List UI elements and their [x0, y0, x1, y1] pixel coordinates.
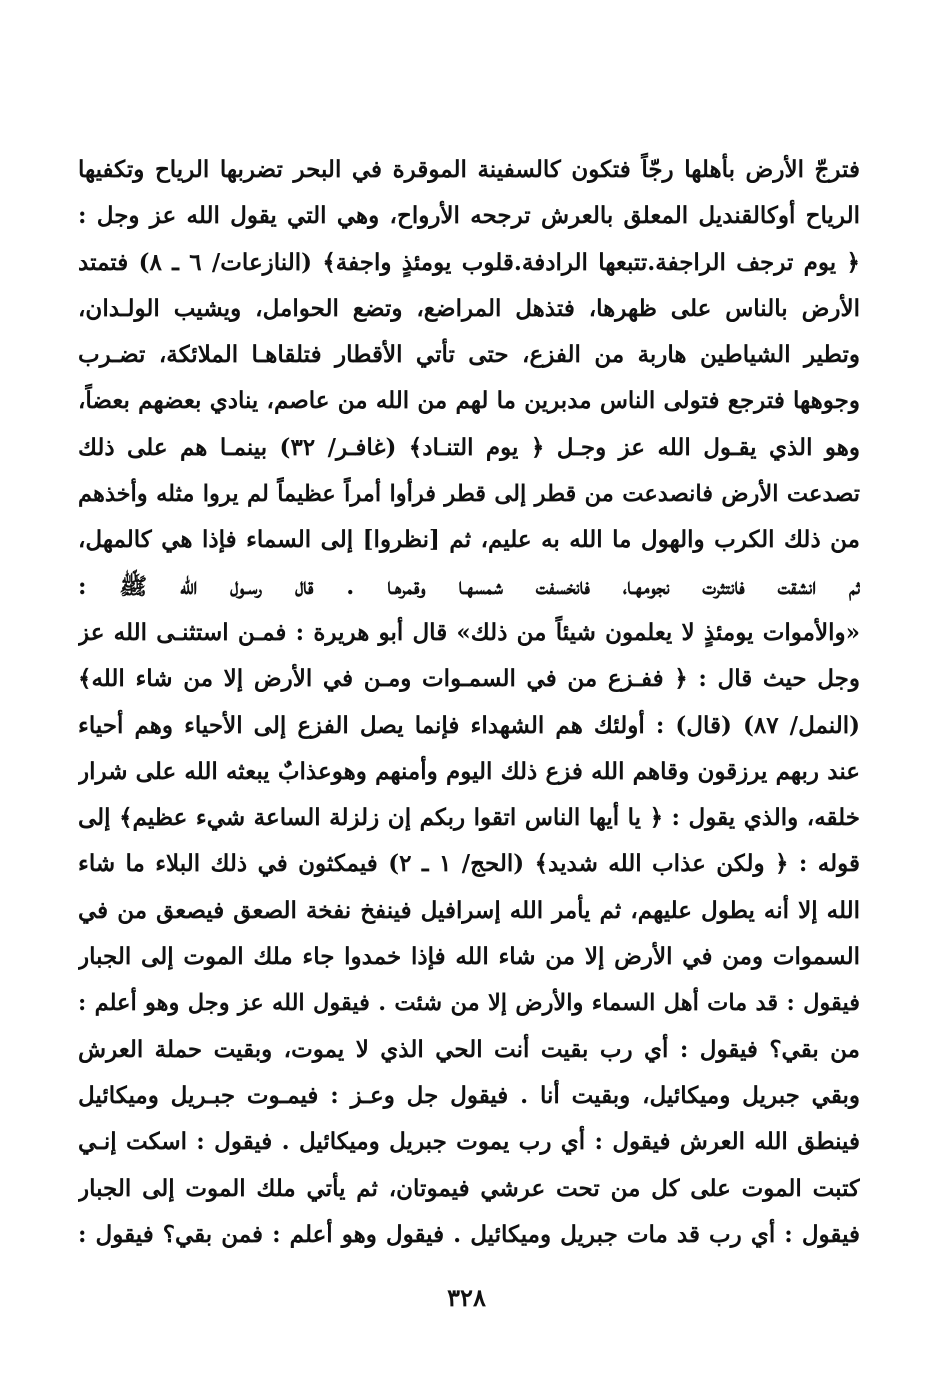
text-line-3: ﴿ يوم ترجف الراجفة.تتبعها الرادفة.قلوب يومئذٍ واجفة﴾ (النازعات/ ٦ ـ ٨) فتمتد: [78, 248, 860, 276]
text-line-16: قوله : ﴿ ولكن عذاب الله شديد﴾ (الحج/ ١ ـ ٢) فيمكثون في ذلك البلاء ما شاء: [78, 850, 860, 878]
text-line-8: تصدعت الأرض فانصدعت من قطر إلى قطر فرأوا أمراً عظيماً لم يروا مثله وأخذهم: [78, 481, 860, 508]
text-line-13: (النمل/ ٨٧) (قال) : أولئك هم الشهداء فإنما يصل الفزع إلى الأحياء وهم أحياء: [78, 711, 860, 739]
text-line-11: «والأموات يومئذٍ لا يعلمون شيئاً من ذلك» قال أبو هريرة : فمـن استثنـى الله عز: [78, 618, 860, 646]
text-line-14: عند ربهم يرزقون وقاهم الله فزع ذلك اليوم وأمنهم وهوعذابٌ يبعثه الله على شرار: [78, 757, 860, 785]
body-text: [78, 147, 860, 1258]
text-line-20: من بقي؟ فيقول : أي رب بقيت أنت الحي الذي لا يموت، وبقيت حملة العرش: [78, 1035, 860, 1063]
text-line-24: فيقول : أي رب قد مات جبريل وميكائيل . فيقول وهو أعلم : فمن بقي؟ فيقول :: [78, 1220, 860, 1248]
text-line-7: وهو الذي يقـول الله عز وجـل ﴿ يوم التنـاد﴾ (غافـر/ ٣٢) بينمـا هم على ذلك: [78, 433, 860, 461]
text-line-19: فيقول : قد مات أهل السماء والأرض إلا من شئت . فيقول الله عز وجل وهو أعلم :: [78, 990, 860, 1017]
text-line-17: الله إلا أنه يطول عليهم، ثم يأمر الله إسرافيل فينفخ نفخة الصعق فيصعق من في: [78, 896, 860, 924]
text-line-5: وتطير الشياطين هاربة من الفزع، حتى تأتي الأقطار فتلقاهـا الملائكة، تضـرب: [78, 341, 860, 369]
text-line-6: وجوهها فترجع فتولى الناس مدبرين ما لهم من الله من عاصم، ينادي بعضهم بعضاً،: [78, 387, 860, 415]
page-number: ٣٢٨: [447, 1283, 486, 1312]
text-line-2: الرياح أوكالقنديل المعلق بالعرش ترجحه الأرواح، وهي التي يقول الله عز وجل :: [78, 202, 860, 230]
text-line-18: السموات ومن في الأرض إلا من شاء الله فإذا خمدوا جاء ملك الموت إلى الجبار: [78, 943, 860, 971]
text-line-22: فينطق الله العرش فيقول : أي رب يموت جبريل وميكائيل . فيقول : اسكت إنـي: [78, 1128, 860, 1156]
text-line-4: الأرض بالناس على ظهرها، فتذهل المراضع، وتضع الحوامل، ويشيب الولـدان،: [78, 294, 860, 322]
text-line-9: من ذلك الكرب والهول ما الله به عليم، ثم [نظروا] إلى السماء فإذا هي كالمهل،: [78, 526, 860, 554]
text-line-23: كتبت الموت على كل من تحت عرشي فيموتان، ثم يأتي ملك الموت إلى الجبار: [78, 1174, 860, 1202]
text-line-1: فترجّ الأرض بأهلها رجّاً فتكون كالسفينة الموقرة في البحر تضربها الرياح وتكفيها: [78, 156, 860, 183]
text-line-15: خلقه، والذي يقول : ﴿ يا أيها الناس اتقوا ربكم إن زلزلة الساعة شيء عظيم﴾ إلى: [78, 804, 860, 832]
text-line-10: ثم انشقت فانتثرت نجومهـا، فانخسفت شمسهـا وقمرهـا . قال رسـول الله ﷺ :: [78, 572, 860, 600]
text-line-21: وبقي جبريل وميكائيل، وبقيت أنا . فيقول جل وعـز : فيمـوت جبـريل وميكائيل: [78, 1081, 860, 1109]
text-line-12: وجل حيث قال : ﴿ ففـزع من في السمـوات ومـن في الأرض إلا من شاء الله﴾: [78, 665, 860, 693]
